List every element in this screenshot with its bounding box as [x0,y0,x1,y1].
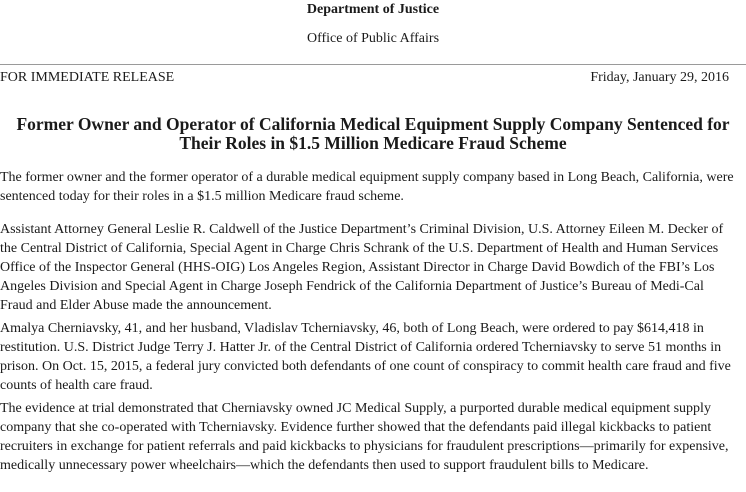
release-date: Friday, January 29, 2016 [590,70,729,85]
paragraph-evidence: The evidence at trial demonstrated that Cherniavsky owned JC Medical Supply, a purported durable medical equipment supply company that she co-operated with Tcherniavsky. Evidence further showed that the defendants paid illegal kickbacks to patient recruiters in exchange for patient referrals and paid kickbacks to physicians for fraudulent prescriptions—primarily for expensive, medically unnecessary power wheelchairs—which the defendants then used to support fraudulent bills to Medicare. [0,401,729,473]
release-label: FOR IMMEDIATE RELEASE [0,70,175,85]
office-name: Office of Public Affairs [306,31,440,46]
agency-name: Department of Justice [306,2,440,17]
press-release-headline: Former Owner and Operator of California Medical Equipment Supply Company Sentenced for Their Roles in $1.5 Million Medicare Fraud Scheme [16,114,730,153]
header-divider [0,64,746,65]
paragraph-announcement: Assistant Attorney General Leslie R. Caldwell of the Justice Department’s Criminal Division, U.S. Attorney Eileen M. Decker of the Central District of California, Special Agent in Charge Chris Schrank of the U.S. Department of Health and Human Services Office of the Inspector General (HHS-OIG) Los Angeles Region, Assistant Director in Charge David Bowdich of the FBI’s Los Angeles Division and Special Agent in Charge Joseph Fendrick of the California Department of Justice’s Bureau of Medi-Cal Fraud and Elder Abuse made the announcement. [0,222,724,313]
paragraph-sentencing: Amalya Cherniavsky, 41, and her husband, Vladislav Tcherniavsky, 46, both of Long Beach, were ordered to pay $614,418 in restitution. U.S. District Judge Terry J. Hatter Jr. of the Central District of California ordered Tcherniavsky to serve 51 months in prison. On Oct. 15, 2015, a federal jury convicted both defendants of one count of conspiracy to commit health care fraud and five counts of health care fraud. [0,321,731,393]
paragraph-summary: The former owner and the former operator of a durable medical equipment supply company based in Long Beach, California, were sentenced today for their roles in a $1.5 million Medicare fraud scheme. [0,170,734,204]
